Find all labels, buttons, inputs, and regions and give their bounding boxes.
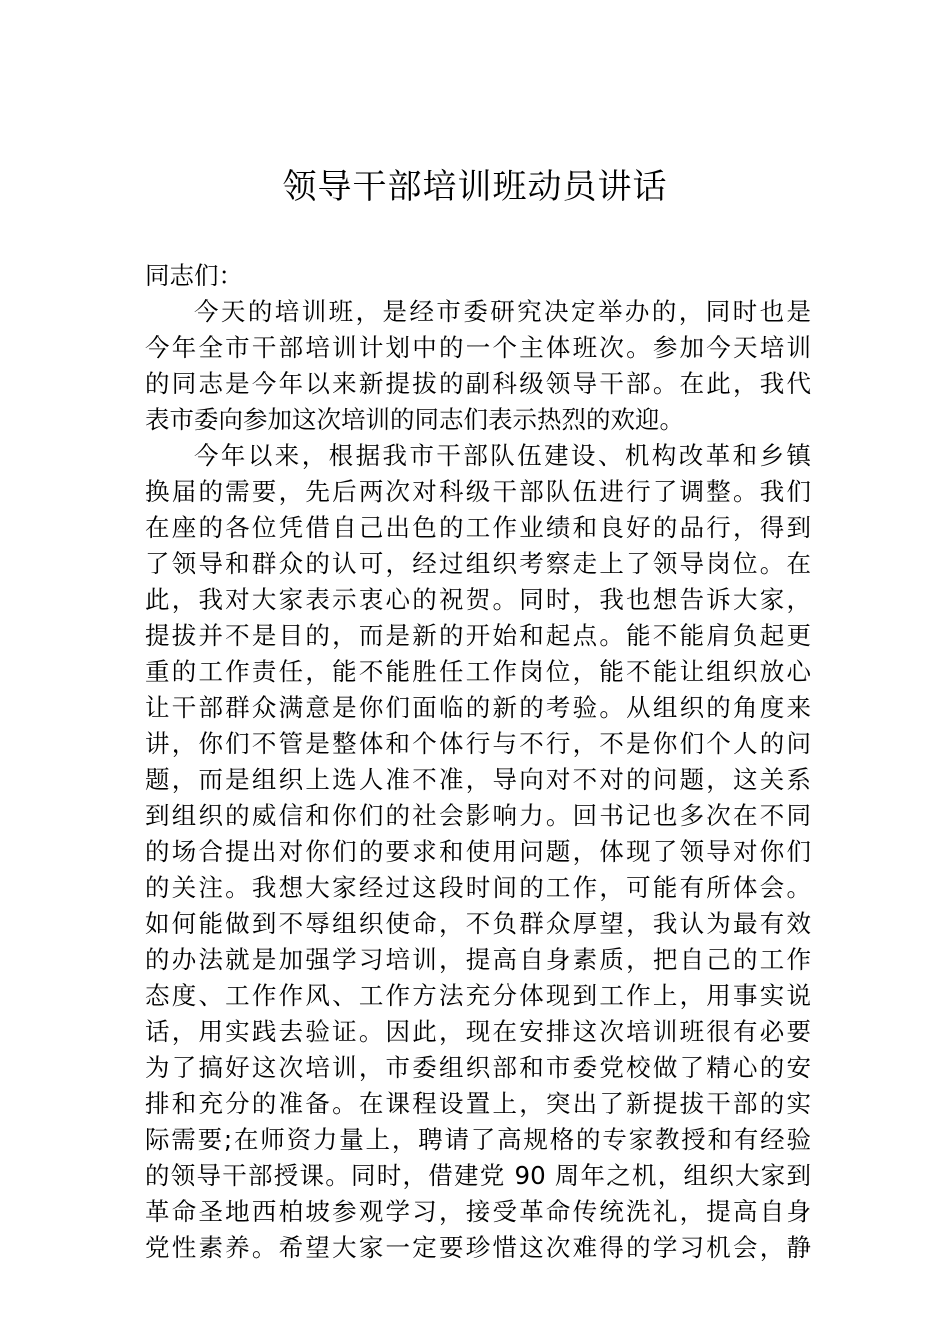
paragraph-2-line: 到组织的威信和你们的社会影响力。回书记也多次在不同 xyxy=(145,801,811,830)
paragraph-2-line: 的领导干部授课。同时，借建党 90 周年之机，组织大家到 xyxy=(145,1161,811,1190)
paragraph-2-line: 态度、工作作风、工作方法充分体现到工作上，用事实说 xyxy=(145,981,811,1010)
paragraph-2-line: 的办法就是加强学习培训，提高自身素质，把自己的工作 xyxy=(145,945,811,974)
paragraph-2-line: 今年以来，根据我市干部队伍建设、机构改革和乡镇 xyxy=(194,441,811,470)
salutation: 同志们： xyxy=(145,261,243,290)
paragraph-2-line: 如何能做到不辱组织使命，不负群众厚望，我认为最有效 xyxy=(145,909,811,938)
paragraph-2-line: 的场合提出对你们的要求和使用问题，体现了领导对你们 xyxy=(145,837,811,866)
paragraph-2-line: 的关注。我想大家经过这段时间的工作，可能有所体会。 xyxy=(145,873,811,902)
document-title: 领导干部培训班动员讲话 xyxy=(282,167,668,207)
paragraph-2-line: 换届的需要，先后两次对科级干部队伍进行了调整。我们 xyxy=(145,477,811,506)
paragraph-2-line: 此，我对大家表示衷心的祝贺。同时，我也想告诉大家， xyxy=(145,585,811,614)
paragraph-2-line: 党性素养。希望大家一定要珍惜这次难得的学习机会，静 xyxy=(145,1233,811,1262)
paragraph-2-line: 提拔并不是目的，而是新的开始和起点。能不能肩负起更 xyxy=(145,621,811,650)
paragraph-2-line: 了领导和群众的认可，经过组织考察走上了领导岗位。在 xyxy=(145,549,811,578)
paragraph-1-line: 今天的培训班，是经市委研究决定举办的，同时也是 xyxy=(194,297,811,326)
paragraph-2-line: 为了搞好这次培训，市委组织部和市委党校做了精心的安 xyxy=(145,1053,811,1082)
document-body xyxy=(145,258,811,1266)
paragraph-1-line: 今年全市干部培训计划中的一个主体班次。参加今天培训 xyxy=(145,333,811,362)
paragraph-1-line: 的同志是今年以来新提拔的副科级领导干部。在此，我代 xyxy=(145,369,811,398)
paragraph-2-line: 在座的各位凭借自己出色的工作业绩和良好的品行，得到 xyxy=(145,513,811,542)
paragraph-2-line: 讲，你们不管是整体和个体行与不行，不是你们个人的问 xyxy=(145,729,811,758)
paragraph-2-line: 让干部群众满意是你们面临的新的考验。从组织的角度来 xyxy=(145,693,811,722)
paragraph-2-line: 际需要;在师资力量上，聘请了高规格的专家教授和有经验 xyxy=(145,1125,811,1154)
paragraph-2-line: 革命圣地西柏坡参观学习，接受革命传统洗礼，提高自身 xyxy=(145,1197,811,1226)
paragraph-2-line: 话，用实践去验证。因此，现在安排这次培训班很有必要 xyxy=(145,1017,811,1046)
paragraph-2-line: 重的工作责任，能不能胜任工作岗位，能不能让组织放心 xyxy=(145,657,811,686)
paragraph-1-line: 表市委向参加这次培训的同志们表示热烈的欢迎。 xyxy=(145,405,684,434)
paragraph-2-line: 排和充分的准备。在课程设置上，突出了新提拔干部的实 xyxy=(145,1089,811,1118)
paragraph-2-line: 题，而是组织上选人准不准，导向对不对的问题，这关系 xyxy=(145,765,811,794)
